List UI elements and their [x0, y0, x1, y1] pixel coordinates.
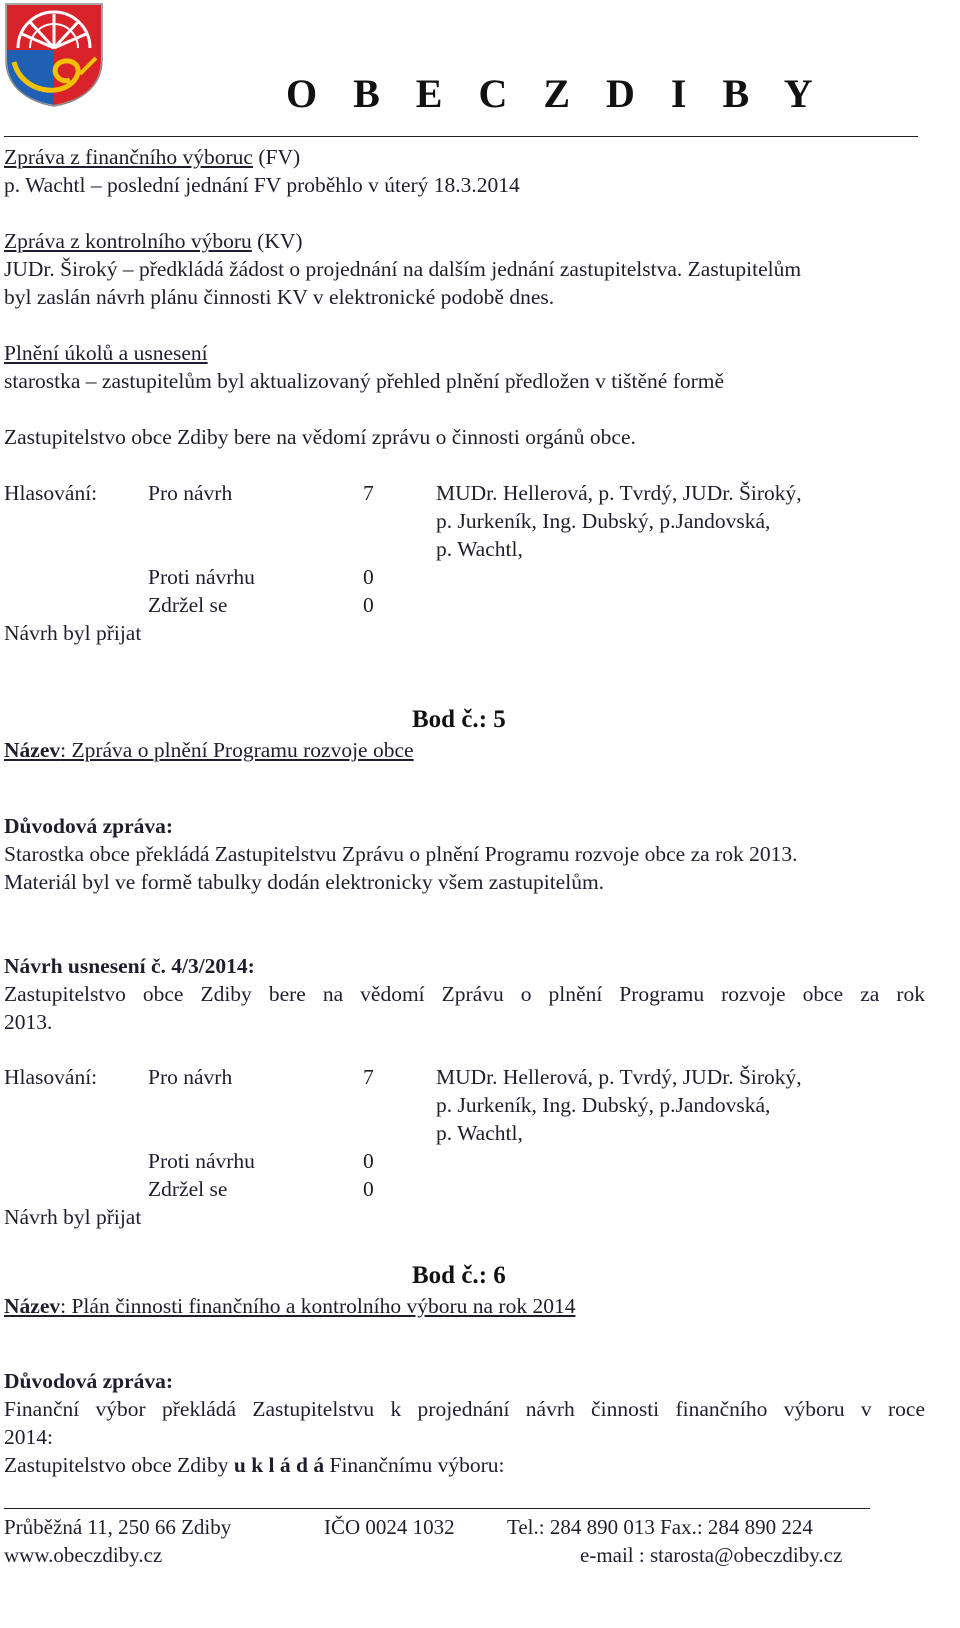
vote2-names-line1: MUDr. Hellerová, p. Tvrdý, JUDr. Široký,: [436, 1065, 802, 1089]
header-divider: [4, 136, 918, 137]
vote1-pro-label: Pro návrh: [148, 481, 233, 505]
vote2-result: Návrh byl přijat: [4, 1205, 142, 1229]
bod6-number: : 6: [478, 1262, 506, 1289]
kv-heading-suffix: (KV): [251, 229, 303, 253]
bod6-uklada-prefix: Zastupitelstvo obce Zdiby: [4, 1453, 234, 1477]
vote1-names-line1: MUDr. Hellerová, p. Tvrdý, JUDr. Široký,: [436, 481, 802, 505]
bod5-nazev: [4, 738, 414, 763]
vote1-proti-count: 0: [363, 565, 374, 589]
bod6-heading: [412, 1262, 506, 1290]
bod6-uklada-suffix: Finančnímu výboru:: [324, 1453, 505, 1477]
bod6-nazev-label: Název: [4, 1294, 61, 1318]
bod6-duvodova-line1: Finanční výbor překládá Zastupitelstvu k projednání návrh činnosti finančního výboru v roce: [4, 1397, 925, 1421]
bod5-navrh-label: Návrh usnesení č. 4/3/2014:: [4, 954, 255, 978]
document-title: O B E C Z D I B Y: [286, 71, 826, 116]
fv-heading-suffix: (FV): [252, 145, 301, 169]
vote2-names-line3: p. Wachtl,: [436, 1121, 523, 1145]
footer-ico: IČO 0024 1032: [324, 1515, 455, 1539]
bod6-nazev-text: : Plán činnosti finančního a kontrolního výboru na rok 2014: [60, 1294, 576, 1318]
vote2-proti-label: Proti návrhu: [148, 1149, 255, 1173]
vote1-result: Návrh byl přijat: [4, 621, 142, 645]
vote1-pro-count: 7: [363, 481, 374, 505]
vote2-pro-label: Pro návrh: [148, 1065, 233, 1089]
vote2-zdrzel-count: 0: [363, 1177, 374, 1201]
bod6-duvodova-line2: 2014:: [4, 1425, 53, 1449]
municipal-coat-of-arms: [4, 2, 104, 108]
plneni-heading: Plnění úkolů a usnesení: [4, 341, 208, 365]
shield-bottom-left-blue: [7, 50, 54, 105]
vote2-pro-count: 7: [363, 1065, 374, 1089]
bod5-heading: [412, 706, 506, 734]
bod6-label: Bod č.: [412, 1262, 479, 1289]
vote1-names-line3: p. Wachtl,: [436, 537, 523, 561]
plneni-text: starostka – zastupitelům byl aktualizovaný přehled plnění předložen v tištěné formě: [4, 369, 725, 393]
vote2-zdrzel-label: Zdržel se: [148, 1177, 228, 1201]
bod6-duvodova-label: Důvodová zpráva:: [4, 1369, 174, 1393]
bod5-number: : 5: [478, 706, 506, 733]
fv-heading: Zpráva z finančního výboruc: [4, 145, 253, 169]
bod5-nazev-label: Název: [4, 738, 61, 762]
fv-heading-line: [4, 145, 300, 170]
bod6-uklada-line: [4, 1453, 504, 1478]
kv-line2: byl zaslán návrh plánu činnosti KV v elektronické podobě dnes.: [4, 285, 555, 309]
vote1-label: Hlasování:: [4, 481, 98, 505]
vote2-names-line2: p. Jurkeník, Ing. Dubský, p.Jandovská,: [436, 1093, 771, 1117]
bod5-nazev-text: : Zpráva o plnění Programu rozvoje obce: [60, 738, 414, 762]
footer-web-link[interactable]: www.obeczdiby.cz: [4, 1543, 163, 1567]
footer-divider: [4, 1508, 870, 1509]
vote1-zdrzel-count: 0: [363, 593, 374, 617]
resolution1-text: Zastupitelstvo obce Zdiby bere na vědomí zprávu o činnosti orgánů obce.: [4, 425, 636, 449]
kv-heading-line: [4, 229, 303, 254]
bod5-navrh-line2: 2013.: [4, 1010, 53, 1034]
fv-text: p. Wachtl – poslední jednání FV proběhlo v úterý 18.3.2014: [4, 173, 520, 197]
footer-email-link[interactable]: e-mail : starosta@obeczdiby.cz: [580, 1543, 843, 1567]
footer-address: Průběžná 11, 250 66 Zdiby: [4, 1515, 232, 1539]
vote1-names-line2: p. Jurkeník, Ing. Dubský, p.Jandovská,: [436, 509, 771, 533]
kv-heading: Zpráva z kontrolního výboru: [4, 229, 252, 253]
vote2-label: Hlasování:: [4, 1065, 98, 1089]
kv-line1: JUDr. Široký – předkládá žádost o projednání na dalším jednání zastupitelstva. Zastupitelům: [4, 257, 802, 281]
bod6-nazev: [4, 1294, 575, 1319]
bod5-label: Bod č.: [412, 706, 479, 733]
bod5-duvodova-line1: Starostka obce překládá Zastupitelstvu Zprávu o plnění Programu rozvoje obce za rok 2013.: [4, 842, 798, 866]
bod6-uklada-word: u k l á d á: [233, 1453, 325, 1477]
vote1-zdrzel-label: Zdržel se: [148, 593, 228, 617]
vote2-proti-count: 0: [363, 1149, 374, 1173]
bod5-duvodova-line2: Materiál byl ve formě tabulky dodán elektronicky všem zastupitelům.: [4, 870, 605, 894]
bod5-navrh-line1: Zastupitelstvo obce Zdiby bere na vědomí Zprávu o plnění Programu rozvoje obce za rok: [4, 982, 925, 1006]
vote1-proti-label: Proti návrhu: [148, 565, 255, 589]
bod5-duvodova-label: Důvodová zpráva:: [4, 814, 174, 838]
footer-tel-fax: Tel.: 284 890 013 Fax.: 284 890 224: [507, 1515, 813, 1539]
